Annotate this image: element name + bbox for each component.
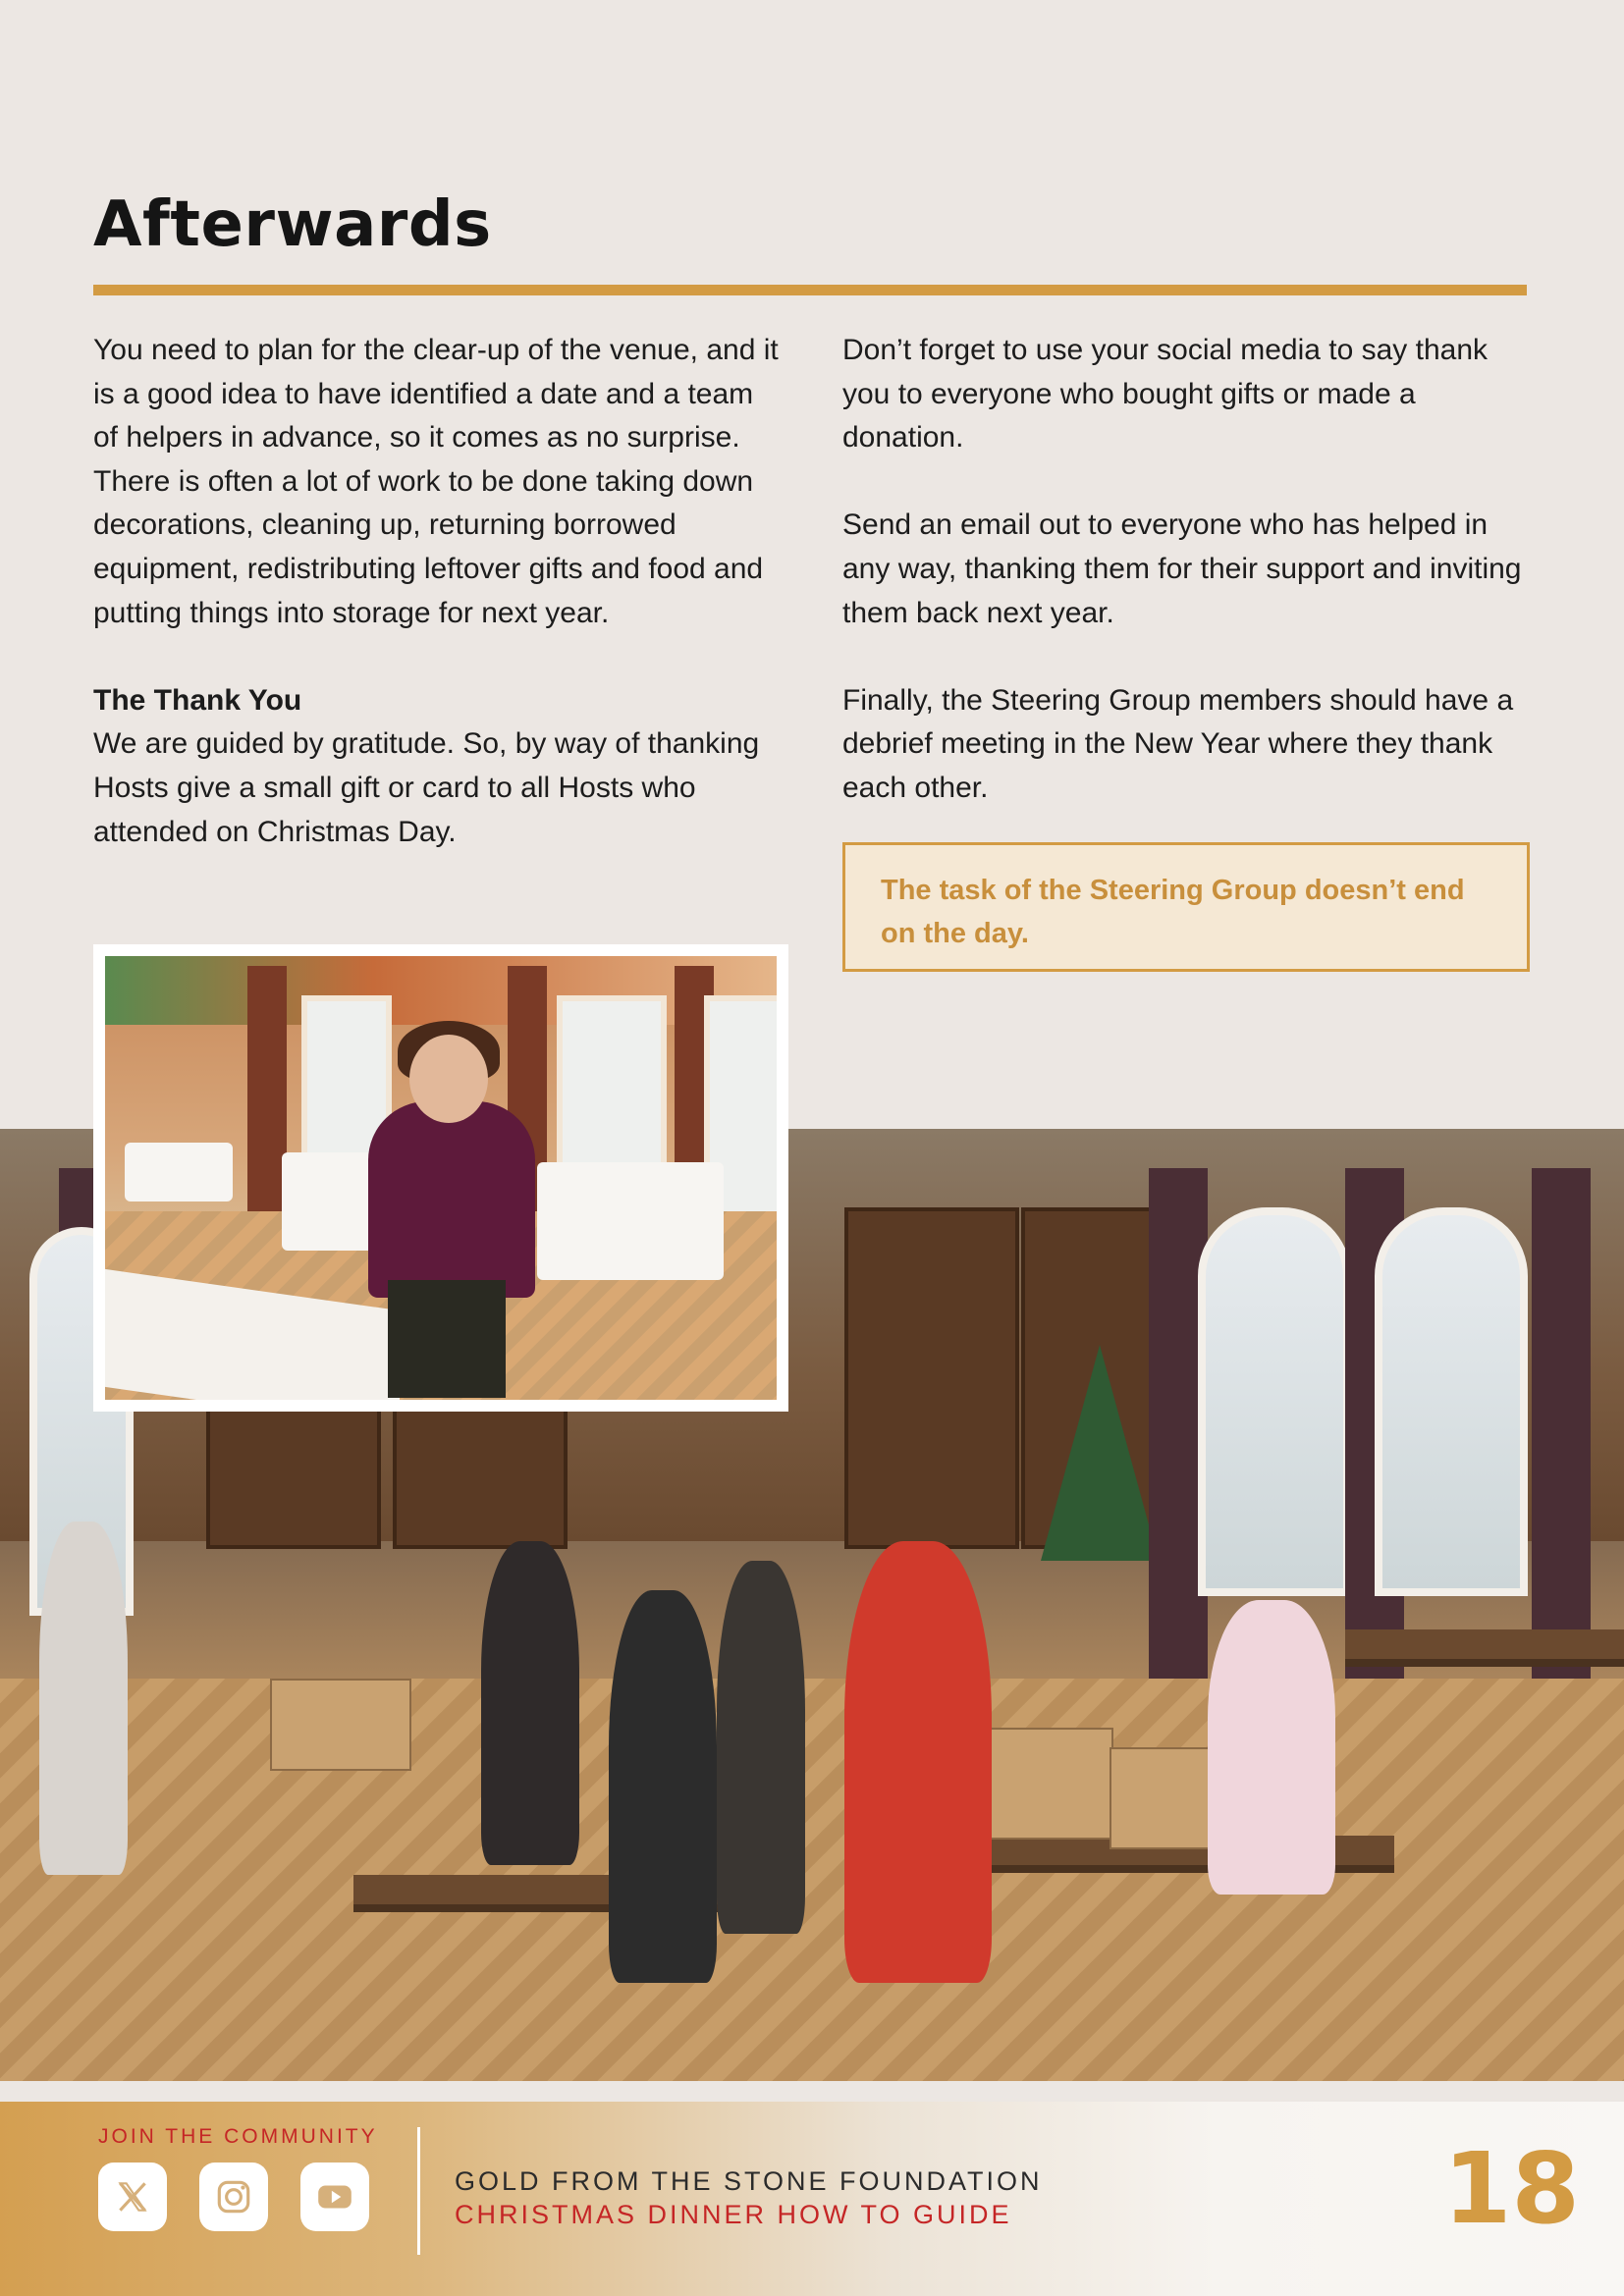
right-column: [842, 329, 1530, 854]
page-title: Afterwards: [93, 188, 492, 261]
clear-up-paragraph: You need to plan for the clear-up of the venue, and it is a good idea to have identified a date and a team of helpers in advance, so it comes as no surprise. There is often a lot of work to be done taking down decorations, cleaning up, returning borrowed equipment, redistributing leftover gifts and food and putting things into storage for next year.: [93, 334, 779, 629]
x-icon[interactable]: [98, 2163, 167, 2231]
social-media-paragraph: Don’t forget to use your social media to say thank you to everyone who bought gifts or made a donation.: [842, 334, 1489, 454]
steering-group-callout: The task of the Steering Group doesn’t end on the day.: [842, 842, 1530, 972]
guide-name: CHRISTMAS DINNER HOW TO GUIDE: [455, 2200, 1012, 2229]
organization-name: GOLD FROM THE STONE FOUNDATION: [455, 2166, 1043, 2196]
thank-you-heading: The Thank You: [93, 683, 302, 717]
left-column: [93, 329, 781, 854]
page-number: 18: [1442, 2131, 1580, 2246]
thank-you-paragraph: We are guided by gratitude. So, by way of thanking Hosts give a small gift or card to all Hosts who attended on Christmas Day.: [93, 727, 760, 848]
youtube-icon[interactable]: [300, 2163, 369, 2231]
footer: [0, 2102, 1624, 2296]
join-community-label: JOIN THE COMMUNITY: [98, 2125, 378, 2148]
instagram-icon[interactable]: [199, 2163, 268, 2231]
volunteer-sorting-photo: [105, 956, 777, 1400]
email-paragraph: Send an email out to everyone who has helped in any way, thanking them for their support and inviting them back next year.: [842, 508, 1522, 629]
debrief-paragraph: Finally, the Steering Group members should have a debrief meeting in the New Year where they thank each other.: [842, 683, 1514, 804]
thank-you-section: [93, 679, 781, 854]
inset-photo-frame: [93, 944, 788, 1412]
footer-divider: [417, 2127, 420, 2255]
title-divider: [93, 285, 1527, 295]
